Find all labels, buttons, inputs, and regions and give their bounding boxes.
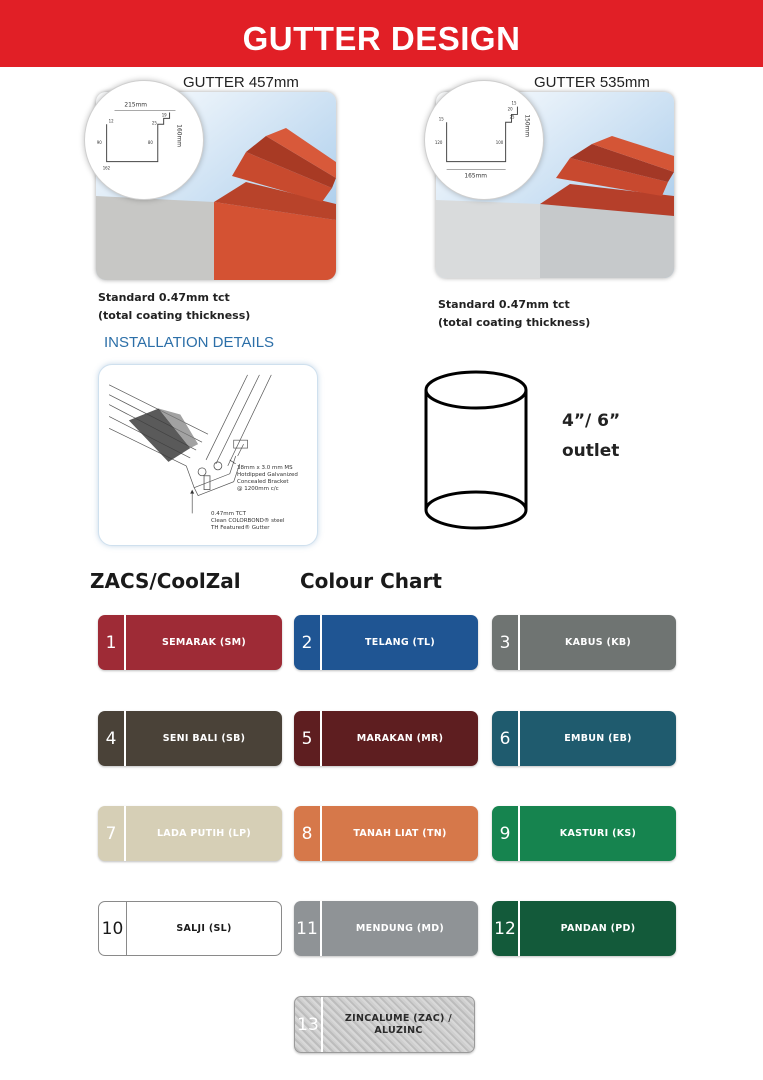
gutter-535-thickness xyxy=(438,296,590,332)
gutter-457-width: 215mm xyxy=(124,102,148,109)
swatch-name: PANDAN (PD) xyxy=(560,922,636,934)
swatch-name: SENI BALI (SB) xyxy=(162,732,246,744)
swatch-number: 10 xyxy=(99,902,127,955)
gutter-457-thickness-line1: Standard 0.47mm tct xyxy=(98,291,230,304)
gutter-note-line2: Clean COLORBOND® steel xyxy=(211,518,285,524)
swatch-number: 2 xyxy=(294,615,322,670)
gutter-457-profile xyxy=(84,80,204,200)
gutter-457-left: 90 xyxy=(96,139,102,145)
swatch-tanah-liat xyxy=(294,806,478,861)
swatch-telang xyxy=(294,615,478,670)
swatch-salji xyxy=(98,901,282,956)
gutter-535-step-b: 25 xyxy=(509,114,515,120)
gutter-457-height: 160mm xyxy=(175,124,182,148)
header-banner xyxy=(0,0,763,67)
gutter-457-lip: 12 xyxy=(108,118,114,124)
gutter-535-profile xyxy=(424,80,544,200)
swatch-number: 5 xyxy=(294,711,322,766)
swatch-name: KABUS (KB) xyxy=(564,636,632,648)
colour-chart-heading-left: ZACS/CoolZal xyxy=(90,569,241,593)
gutter-535-thickness-line2: (total coating thickness) xyxy=(438,316,591,329)
swatch-number: 6 xyxy=(492,711,520,766)
gutter-535-thickness-line1: Standard 0.47mm tct xyxy=(438,298,570,311)
outlet-label xyxy=(562,406,620,466)
gutter-note-line1: 0.47mm TCT xyxy=(211,511,246,517)
swatch-mendung xyxy=(294,901,478,956)
swatch-name: LADA PUTIH (LP) xyxy=(156,827,252,839)
outlet-cylinder-icon xyxy=(420,366,532,536)
gutter-457-thickness xyxy=(98,289,250,325)
outlet-size: 4”/ 6” xyxy=(562,411,621,431)
swatch-name: ZINCALUME (ZAC) / ALUZINC xyxy=(344,1012,453,1036)
swatch-name: SEMARAK (SM) xyxy=(161,636,247,648)
gutter-535-step-c: 15 xyxy=(511,100,517,106)
swatch-name: SALJI (SL) xyxy=(176,922,232,934)
swatch-number: 11 xyxy=(294,901,322,956)
bracket-note-line1: 38mm x 3.0 mm MS xyxy=(237,465,293,471)
swatch-name: KASTURI (KS) xyxy=(559,827,637,839)
swatch-name: TELANG (TL) xyxy=(365,636,435,648)
bracket-note-line4: @ 1200mm c/c xyxy=(237,486,279,492)
swatch-seni-bali xyxy=(98,711,282,766)
gutter-535-height: 150mm xyxy=(523,114,530,138)
swatch-marakan xyxy=(294,711,478,766)
gutter-457-thickness-line2: (total coating thickness) xyxy=(98,309,251,322)
swatch-number: 7 xyxy=(98,806,126,861)
bracket-note-line2: Hotdipped Galvanized xyxy=(237,472,298,478)
swatch-number: 3 xyxy=(492,615,520,670)
gutter-note-line3: TH Featured® Gutter xyxy=(211,525,270,531)
gutter-note xyxy=(211,511,284,532)
page-title: GUTTER DESIGN xyxy=(242,20,521,57)
gutter-457-mid: 80 xyxy=(147,139,153,145)
swatch-pandan xyxy=(492,901,676,956)
gutter-535-label: GUTTER 535mm xyxy=(534,74,650,91)
installation-heading: INSTALLATION DETAILS xyxy=(104,334,275,351)
gutter-535-lip: 15 xyxy=(438,116,444,122)
swatch-number: 9 xyxy=(492,806,520,861)
gutter-535-mid: 100 xyxy=(495,139,504,145)
swatch-embun xyxy=(492,711,676,766)
gutter-535-left: 120 xyxy=(434,139,443,145)
gutter-535-width: 165mm xyxy=(464,173,488,180)
colour-chart-heading-right: Colour Chart xyxy=(300,569,442,593)
swatch-kabus xyxy=(492,615,676,670)
swatch-name: EMBUN (EB) xyxy=(564,732,632,744)
swatch-number: 8 xyxy=(294,806,322,861)
gutter-457-label: GUTTER 457mm xyxy=(183,74,299,91)
gutter-535-step-a: 20 xyxy=(507,106,513,112)
bracket-note-line3: Concealed Bracket xyxy=(237,479,289,485)
swatch-semarak xyxy=(98,615,282,670)
swatch-name: TANAH LIAT (TN) xyxy=(353,827,447,839)
swatch-number: 4 xyxy=(98,711,126,766)
swatch-name: MENDUNG (MD) xyxy=(355,922,445,934)
swatch-kasturi xyxy=(492,806,676,861)
swatch-lada-putih xyxy=(98,806,282,861)
gutter-457-step-a: 19 xyxy=(161,112,167,118)
gutter-457-step-b: 25 xyxy=(151,120,157,126)
gutter-457-base: 162 xyxy=(102,165,111,171)
swatch-number: 1 xyxy=(98,615,126,670)
swatch-name: MARAKAN (MR) xyxy=(356,732,444,744)
bracket-note xyxy=(237,465,298,493)
swatch-zincalume xyxy=(294,996,475,1053)
installation-diagram xyxy=(98,364,318,546)
swatch-number: 12 xyxy=(492,901,520,956)
outlet-word: outlet xyxy=(562,441,620,461)
swatch-number: 13 xyxy=(295,997,323,1052)
